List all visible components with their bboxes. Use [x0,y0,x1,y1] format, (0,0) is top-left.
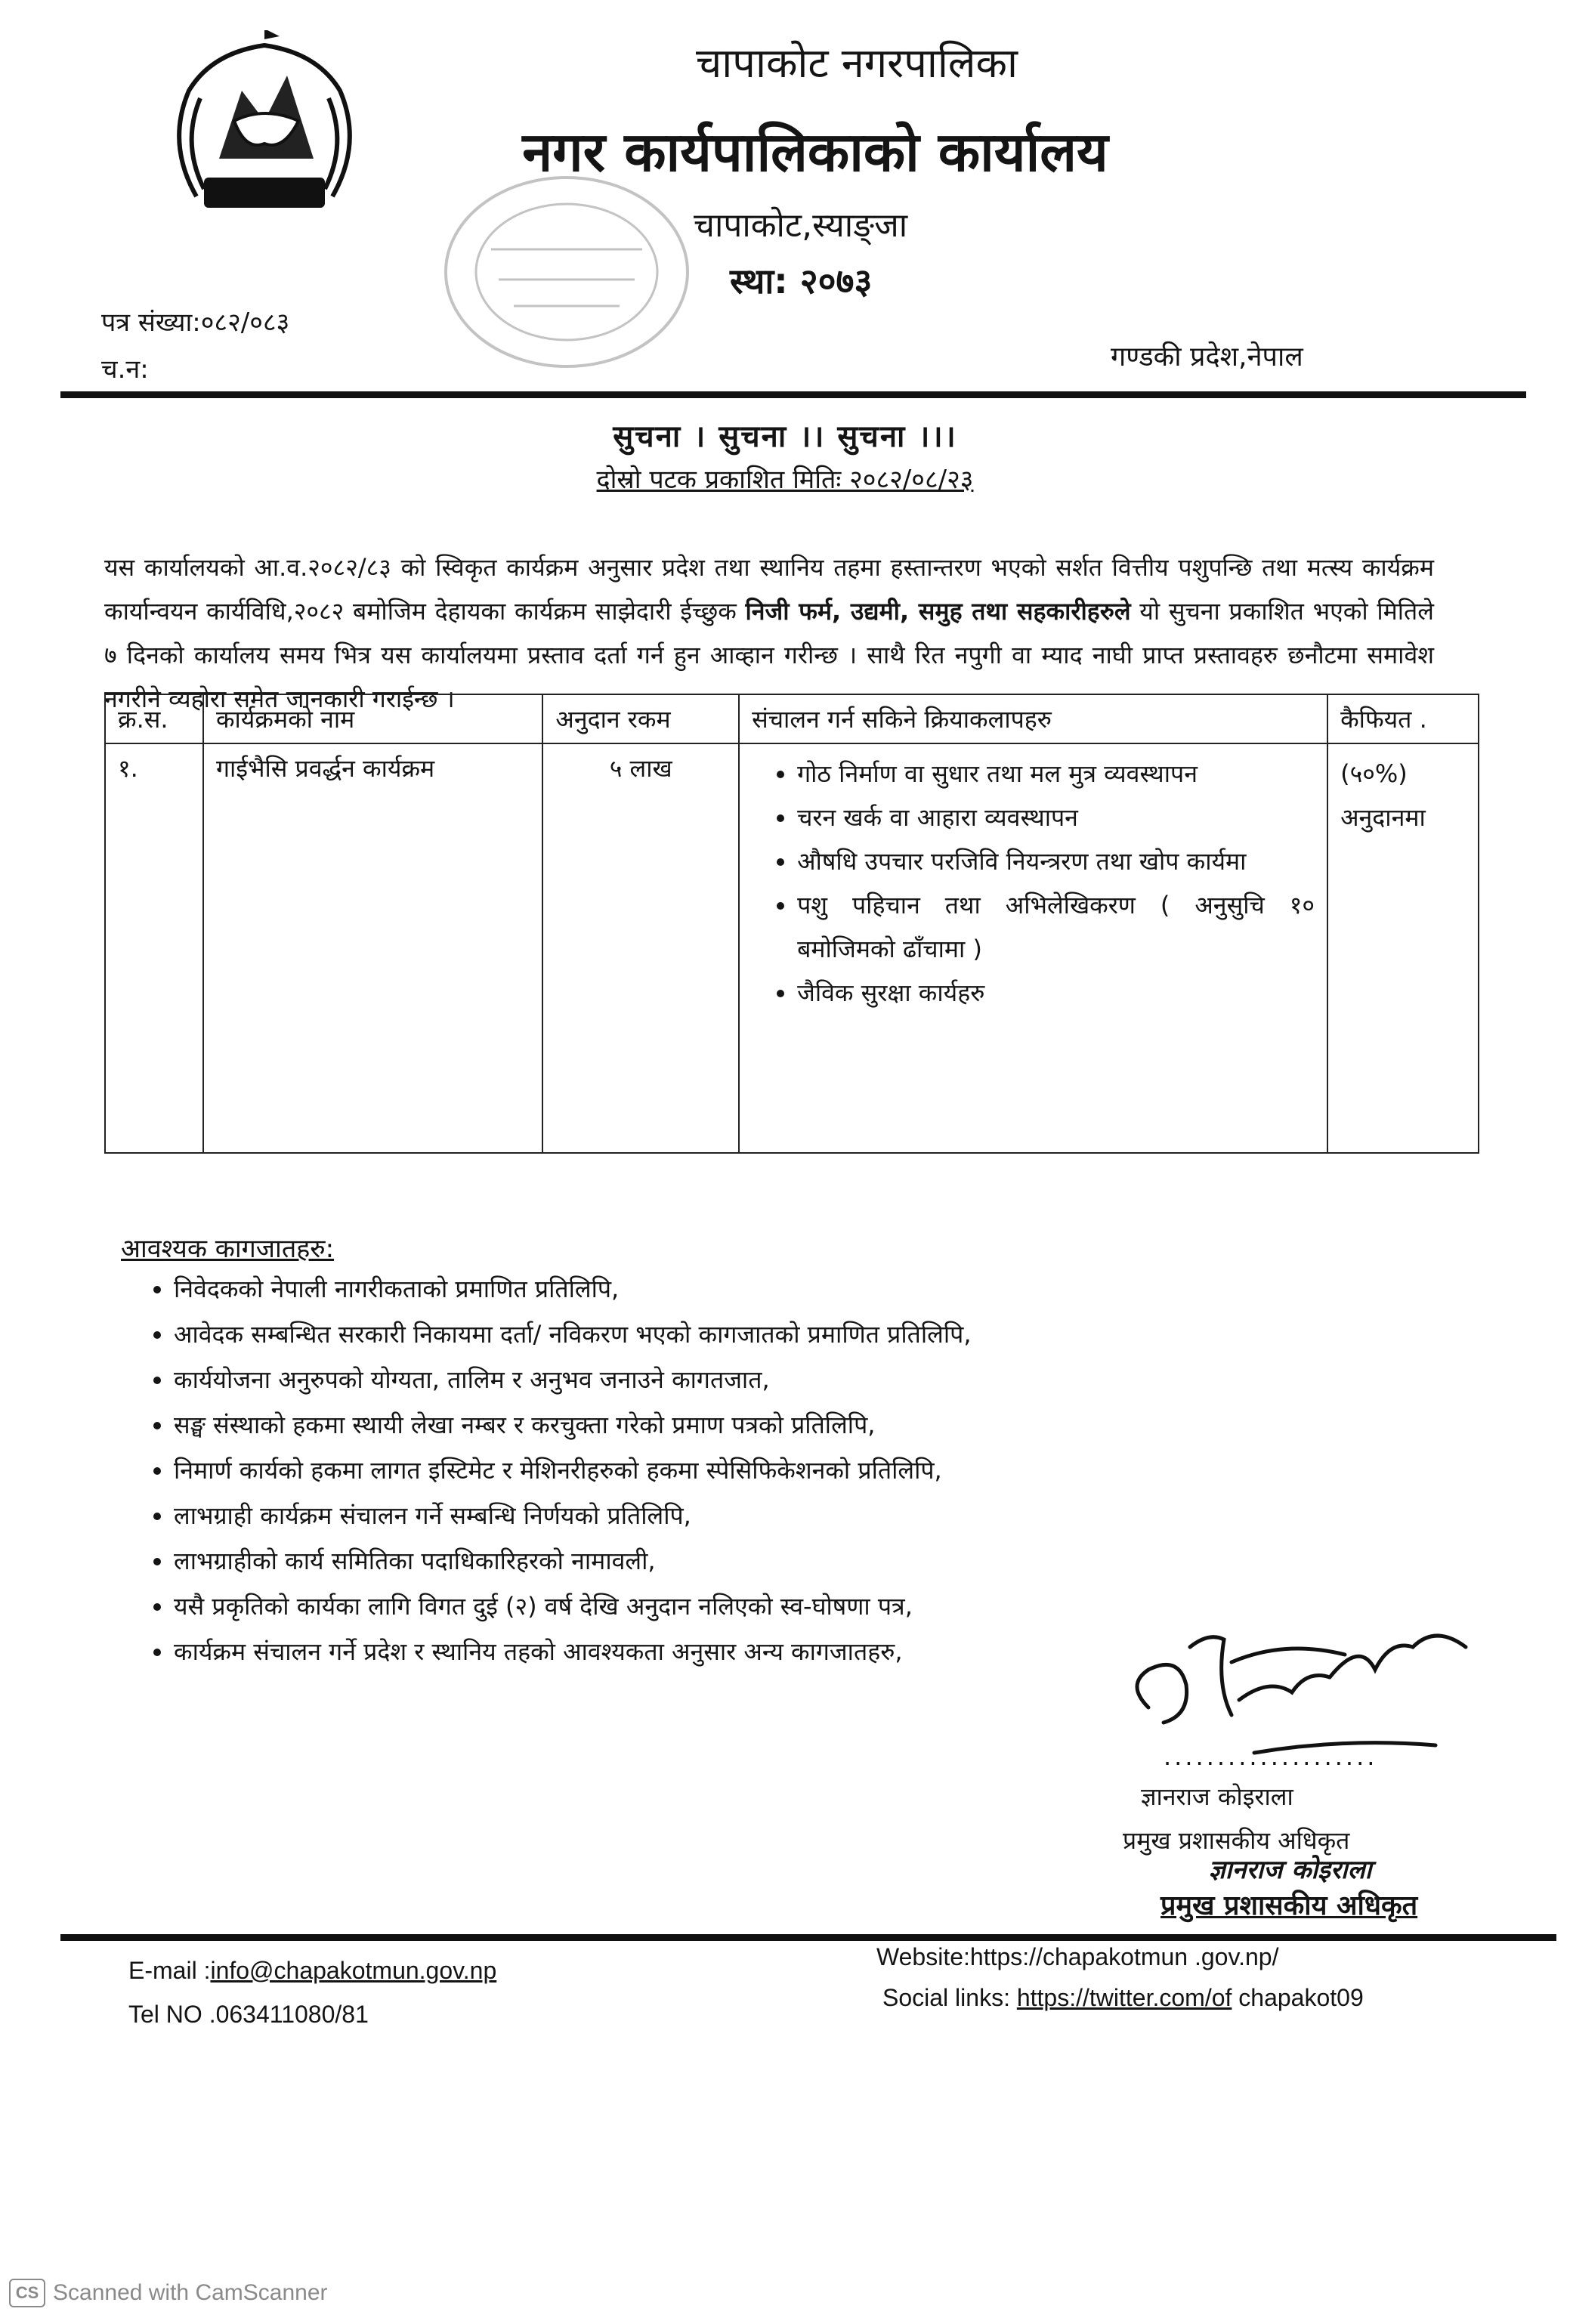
signature-line: .................... [1164,1742,1378,1771]
cell-amount: ५ लाख [542,743,739,1153]
document-item: • निमार्ण कार्यको हकमा लागत इस्टिमेट र मेशिनरीहरुको हकमा स्पेसिफिकेशनको प्रतिलिपि, [174,1448,1232,1493]
col-header-sn: क्र.स. [105,694,203,743]
document-item: • निवेदकको नेपाली नागरीकताको प्रमाणित प्रतिलिपि, [174,1266,1232,1312]
cell-sn: १. [105,743,203,1153]
footer-divider [60,1934,1556,1941]
cell-remark: (५०%) अनुदानमा [1327,743,1479,1153]
footer-social [882,1984,1364,2012]
col-header-activities: संचालन गर्न सकिने क्रियाकलापहरु [739,694,1327,743]
scanner-text: Scanned with CamScanner [53,2280,328,2305]
document-item: • कार्यक्रम संचालन गर्ने प्रदेश र स्थानिय तहको आवश्यकता अनुसार अन्य कागजातहरु, [174,1629,1232,1674]
notice-body-part-1: यस कार्यालयको आ.व.२०८२/८३ को स्विकृत कार्यक्रम अनुसार प्रदेश तथा स्थानिय तहमा हस्तान्तरण भएको सर्शत वित्तीय पशुपन्छि तथा मत्स्य कार्यक्रम कार्यान्वयन कार्यविधि,२०८२ बमोजिम देहायका कार्यक्रम साझेदारी ईच्छुक [104,553,1434,626]
activity-item: • पशु पहिचान तथा अभिलेखिकरण ( अनुसुचि १० बमोजिमको ढाँचामा ) [797,883,1315,971]
documents-list [128,1266,1232,1674]
activity-item: • औषधि उपचार परजिवि नियन्त्ररण तथा खोप कार्यमा [797,839,1315,883]
publish-date [0,461,1570,496]
activity-item: • गोठ निर्माण वा सुधार तथा मल मुत्र व्यवस्थापन [797,752,1315,796]
stamp-title: प्रमुख प्रशासकीय अधिकृत [1161,1890,1418,1921]
cell-program-name: गाईभैसि प्रवर्द्धन कार्यक्रम [203,743,542,1153]
cell-activities [739,743,1327,1153]
document-item: • लाभग्राहीको कार्य समितिका पदाधिकारिहरको नामावली, [174,1538,1232,1584]
document-item: • यसै प्रकृतिको कार्यका लागि विगत दुई (२) वर्ष देखि अनुदान नलिएको स्व-घोषणा पत्र, [174,1584,1232,1629]
notice-body-part-2: यो सुचना प्रकाशित भएको मितिले ७ दिनको कार्यालय समय भित्र यस कार्यालयमा प्रस्ताव दर्ता गर्न हुन आव्हान गरीन्छ । साथै रित नपुगी वा म्याद नाघी प्राप्त प्रस्तावहरु छनौटमा समावेश नगरीने व्यहोरा समेत जानकारी गराईन्छ । [104,597,1434,713]
col-header-remark: कैफियत . [1327,694,1479,743]
footer-website[interactable]: Website:https://chapakotmun .gov.np/ [876,1943,1279,1970]
scanner-watermark [9,2279,328,2307]
activity-item: • जैविक सुरक्षा कार्यहरु [797,971,1315,1015]
social-link[interactable]: https://twitter.com/of [1016,1984,1232,2011]
notice-heading: सुचना । सुचना ।। सुचना ।।। [613,419,957,454]
office-stamp-icon [438,166,695,378]
email-link[interactable]: info@chapakotmun.gov.np [210,1957,497,1984]
footer-tel: Tel NO .063411080/81 [128,2001,369,2028]
office-address: चापाकोट,स्याङ्जा [694,206,908,245]
document-item: • कार्ययोजना अनुरुपको योग्यता, तालिम र अनुभव जनाउने कागतजात, [174,1357,1232,1402]
document-item: • आवेदक सम्बन्धित सरकारी निकायमा दर्ता/ नविकरण भएको कागजातको प्रमाणित प्रतिलिपि, [174,1312,1232,1357]
dispatch-number: च.न: [101,354,149,385]
office-name: नगर कार्यपालिकाको कार्यालय [522,120,1108,184]
footer-email [128,1957,496,1985]
col-header-name: कार्यक्रमको नाम [203,694,542,743]
activities-list [752,752,1315,1015]
established-year: स्था: २०७३ [730,261,873,301]
social-handle: chapakot09 [1232,1984,1364,2011]
program-table [104,694,1479,1154]
municipality-name: चापाकोट नगरपालिका [696,39,1018,87]
col-header-amount: अनुदान रकम [542,694,739,743]
signatory-title: प्रमुख प्रशासकीय अधिकृत [1123,1826,1350,1855]
social-label: Social links: [882,1984,1017,2011]
province: गण्डकी प्रदेश,नेपाल [1111,341,1303,372]
table-row [105,743,1479,1153]
publish-date-text: दोस्रो पटक प्रकाशित मितिः २०८२/०८/२३ [596,465,974,495]
document-item: • सङ्घ संस्थाको हकमा स्थायी लेखा नम्बर र करचुक्ता गरेको प्रमाण पत्रको प्रतिलिपि, [174,1402,1232,1448]
notice-body-bold: निजी फर्म, उद्यमी, समुह तथा सहकारीहरुले [745,597,1131,626]
letter-number: पत्र संख्या:०८२/०८३ [101,307,290,338]
header-divider [60,391,1526,398]
email-label: E-mail : [128,1957,211,1984]
stamp-name: ज्ञानराज कोइराला [1209,1855,1372,1885]
document-item: • लाभग्राही कार्यक्रम संचालन गर्ने सम्बन्धि निर्णयको प्रतिलिपि, [174,1493,1232,1538]
table-header-row [105,694,1479,743]
letter-meta [101,299,289,393]
camscanner-icon: CS [9,2279,45,2307]
documents-title: आवश्यक कागजातहरु: [121,1234,335,1264]
activity-item: • चरन खर्क वा आहारा व्यवस्थापन [797,796,1315,839]
signatory-name: ज्ञानराज कोइराला [1141,1782,1293,1811]
